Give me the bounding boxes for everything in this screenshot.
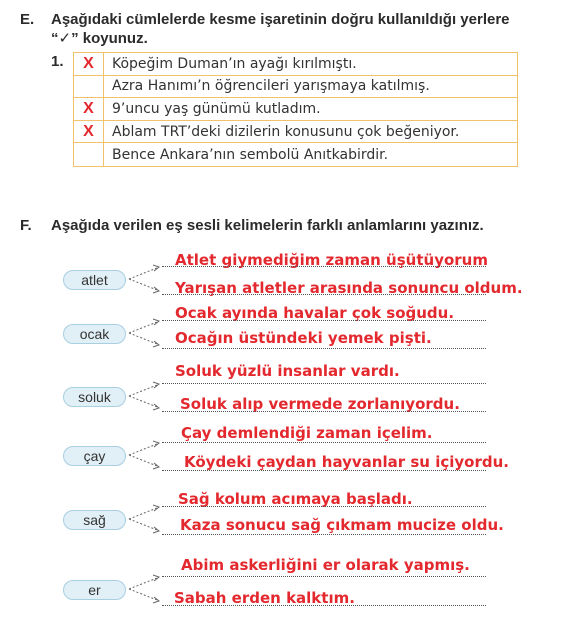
dotted-line — [162, 470, 486, 471]
answer-text[interactable]: Ocak ayında havalar çok soğudu. — [175, 304, 455, 322]
dotted-line — [162, 576, 486, 577]
section-f-instruction: Aşağıda verilen eş sesli kelimelerin farklı anlamlarını yazınız. — [51, 217, 484, 234]
table-row — [74, 98, 517, 121]
answer-text[interactable]: Kaza sonucu sağ çıkmam mucize oldu. — [180, 516, 504, 534]
sentence-text: Köpeğim Duman’ın ayağı kırılmıştı. — [112, 55, 357, 72]
dotted-line — [162, 348, 486, 349]
word-pill-er: er — [63, 580, 126, 600]
sentence-text: Bence Ankara’nın sembolü Anıtkabirdir. — [112, 146, 389, 163]
dotted-line — [162, 534, 486, 535]
dotted-line — [162, 266, 486, 267]
sentence-text: Ablam TRT’deki dizilerin konusunu çok beğeniyor. — [112, 123, 460, 140]
table-row — [74, 121, 517, 144]
dotted-line — [162, 605, 486, 606]
answer-text[interactable]: Köydeki çaydan hayvanlar su içiyordu. — [184, 453, 509, 471]
dotted-line — [162, 294, 486, 295]
word-pill-cay: çay — [63, 446, 126, 466]
branch-arrows-icon — [127, 316, 163, 350]
table-row — [74, 53, 517, 76]
dotted-line — [162, 506, 486, 507]
dotted-line — [162, 442, 486, 443]
answer-text[interactable]: Ocağın üstündeki yemek pişti. — [175, 329, 432, 347]
question-number: 1. — [51, 53, 64, 70]
table-row — [74, 143, 517, 166]
answer-text[interactable]: Sağ kolum acımaya başladı. — [178, 490, 413, 508]
dotted-line — [162, 383, 486, 384]
answer-text[interactable]: Çay demlendiği zaman içelim. — [181, 424, 433, 442]
branch-arrows-icon — [127, 502, 163, 536]
branch-arrows-icon — [127, 572, 163, 606]
answer-mark[interactable] — [74, 76, 104, 98]
word-pill-ocak: ocak — [63, 324, 126, 344]
answer-text[interactable]: Atlet giymediğim zaman üşütüyorum — [175, 251, 488, 269]
answer-mark[interactable]: X — [74, 98, 104, 120]
dotted-line — [162, 320, 486, 321]
section-e-instruction-line1: Aşağıdaki cümlelerde kesme işaretinin doğru kullanıldığı yerlere — [51, 11, 510, 28]
answer-text[interactable]: Abim askerliğini er olarak yapmış. — [181, 556, 470, 574]
section-f-letter: F. — [20, 217, 32, 234]
word-pill-atlet: atlet — [63, 270, 126, 290]
table-row — [74, 76, 517, 99]
answer-mark[interactable] — [74, 143, 104, 166]
answer-mark[interactable]: X — [74, 121, 104, 143]
branch-arrows-icon — [127, 379, 163, 413]
answer-text[interactable]: Yarışan atletler arasında sonuncu oldum. — [175, 279, 523, 297]
sentence-table — [73, 52, 518, 167]
dotted-line — [162, 411, 486, 412]
answer-mark[interactable]: X — [74, 53, 104, 75]
word-pill-sag: sağ — [63, 510, 126, 530]
section-e-letter: E. — [20, 11, 35, 28]
answer-text[interactable]: Soluk alıp vermede zorlanıyordu. — [180, 395, 460, 413]
sentence-text: 9’uncu yaş günümü kutladım. — [112, 100, 321, 117]
section-e-instruction-line2: “✓” koyunuz. — [51, 30, 148, 47]
branch-arrows-icon — [127, 438, 163, 472]
sentence-text: Azra Hanımı’n öğrencileri yarışmaya katılmış. — [112, 78, 430, 95]
answer-text[interactable]: Soluk yüzlü insanlar vardı. — [175, 362, 400, 380]
answer-text[interactable]: Sabah erden kalktım. — [174, 589, 355, 607]
branch-arrows-icon — [127, 262, 163, 296]
word-pill-soluk: soluk — [63, 387, 126, 407]
